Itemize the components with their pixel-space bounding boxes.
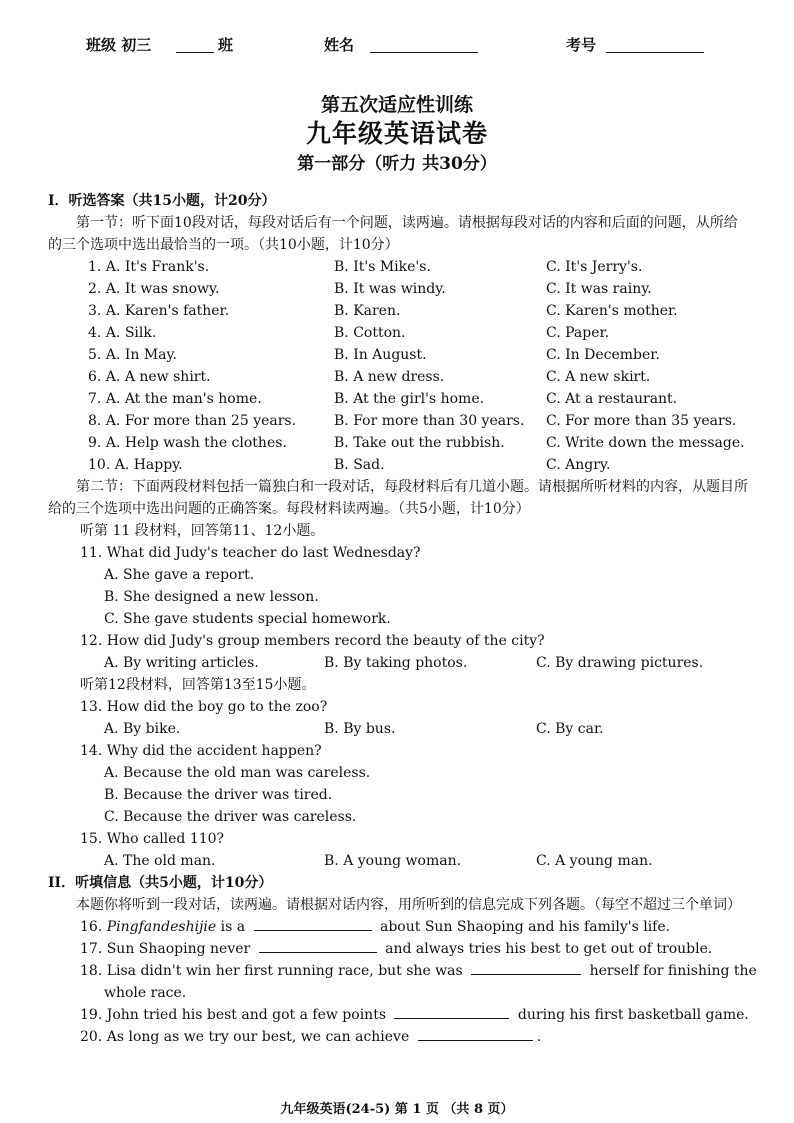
q16-pre: is a — [220, 919, 246, 935]
question-16 — [48, 916, 748, 938]
option-2b[interactable]: B. It was windy. — [334, 281, 446, 297]
question-14: 14. Why did the accident happen? — [80, 743, 322, 759]
class-blank[interactable] — [176, 52, 214, 53]
option-1c[interactable]: C. It's Jerry's. — [546, 259, 643, 275]
option-3a[interactable]: 3. A. Karen's father. — [88, 303, 230, 319]
option-4b[interactable]: B. Cotton. — [334, 325, 406, 341]
exam-content — [48, 190, 757, 1048]
option-1a[interactable]: 1. A. It's Frank's. — [88, 259, 210, 275]
option-15c[interactable]: C. A young man. — [536, 853, 653, 869]
option-14b[interactable]: B. Because the driver was tired. — [104, 787, 333, 803]
option-10c[interactable]: C. Angry. — [546, 457, 611, 473]
exam-no-blank[interactable] — [606, 52, 704, 53]
option-1b[interactable]: B. It's Mike's. — [334, 259, 431, 275]
option-15a[interactable]: A. The old man. — [104, 853, 216, 869]
option-12a[interactable]: A. By writing articles. — [104, 655, 259, 671]
option-13b[interactable]: B. By bus. — [324, 721, 396, 737]
question-row — [48, 388, 748, 410]
question-11: 11. What did Judy's teacher do last Wednesday? — [80, 545, 421, 561]
question-row — [48, 432, 748, 454]
q19-blank[interactable] — [394, 1004, 509, 1019]
question-12: 12. How did Judy's group members record the beauty of the city? — [80, 633, 545, 649]
question-row — [48, 300, 748, 322]
option-9b[interactable]: B. Take out the rubbish. — [334, 435, 505, 451]
option-8b[interactable]: B. For more than 30 years. — [334, 413, 525, 429]
q17-blank[interactable] — [259, 938, 377, 953]
option-2c[interactable]: C. It was rainy. — [546, 281, 652, 297]
q20-post: . — [536, 1029, 542, 1045]
exam-subtitle: 第五次适应性训练 — [320, 94, 473, 116]
option-3c[interactable]: C. Karen's mother. — [546, 303, 678, 319]
page-footer: 九年级英语(24-5) 第 1 页 （共 8 页） — [280, 1102, 514, 1117]
part-title: 第一部分（听力 共30分） — [297, 154, 497, 174]
option-6c[interactable]: C. A new skirt. — [546, 369, 651, 385]
option-4a[interactable]: 4. A. Silk. — [88, 325, 157, 341]
q20-blank[interactable] — [418, 1026, 533, 1041]
q18-blank[interactable] — [471, 960, 581, 975]
option-9c[interactable]: C. Write down the message. — [546, 435, 745, 451]
question-row — [48, 344, 748, 366]
option-12c[interactable]: C. By drawing pictures. — [536, 655, 704, 671]
question-row — [48, 410, 748, 432]
name-label: 姓名 — [324, 36, 355, 54]
section-1-heading: I．听选答案（共15小题，计20分） — [48, 193, 276, 209]
question-row — [48, 454, 748, 476]
question-19 — [48, 1004, 748, 1026]
option-7c[interactable]: C. At a restaurant. — [546, 391, 678, 407]
exam-title: 九年级英语试卷 — [305, 119, 488, 148]
q19-pre: 19. John tried his best and got a few points — [80, 1007, 387, 1023]
option-4c[interactable]: C. Paper. — [546, 325, 610, 341]
material-12-intro: 听第12段材料，回答第13至15小题。 — [80, 677, 316, 693]
q17-pre: 17. Sun Shaoping never — [80, 941, 251, 957]
q16-num: 16. — [80, 919, 103, 935]
option-7a[interactable]: 7. A. At the man's home. — [88, 391, 262, 407]
option-9a[interactable]: 9. A. Help wash the clothes. — [88, 435, 287, 451]
section-2-intro: 第二节：下面两段材料包括一篇独白和一段对话，每段材料后有几道小题。请根据所听材料的内容，从题目所给的三个选项中选出问题的正确答案。每段材料读两遍。（共5小题，计10分） — [48, 479, 748, 517]
section-1-intro: 第一节：听下面10段对话，每段对话后有一个问题，读两遍。请根据每段对话的内容和后面的问题，从所给的三个选项中选出最恰当的一项。（共10小题，计10分） — [48, 215, 738, 253]
question-row — [48, 366, 748, 388]
q18-pre: 18. Lisa didn't win her first running race, but she was — [80, 963, 463, 979]
exam-titles — [0, 93, 794, 177]
exam-no-label: 考号 — [566, 36, 597, 54]
option-8a[interactable]: 8. A. For more than 25 years. — [88, 413, 297, 429]
question-18 — [48, 960, 757, 982]
option-3b[interactable]: B. Karen. — [334, 303, 401, 319]
option-2a[interactable]: 2. A. It was snowy. — [88, 281, 220, 297]
option-6b[interactable]: B. A new dress. — [334, 369, 445, 385]
class-label: 班级 初三 — [86, 36, 152, 54]
name-blank[interactable] — [370, 52, 478, 53]
option-10b[interactable]: B. Sad. — [334, 457, 385, 473]
question-13: 13. How did the boy go to the zoo? — [80, 699, 328, 715]
option-11b[interactable]: B. She designed a new lesson. — [104, 589, 319, 605]
question-row — [48, 322, 748, 344]
option-15b[interactable]: B. A young woman. — [324, 853, 462, 869]
option-8c[interactable]: C. For more than 35 years. — [546, 413, 737, 429]
option-5b[interactable]: B. In August. — [334, 347, 427, 363]
option-13c[interactable]: C. By car. — [536, 721, 604, 737]
q16-post: about Sun Shaoping and his family's life. — [380, 919, 671, 935]
option-7b[interactable]: B. At the girl's home. — [334, 391, 485, 407]
option-5a[interactable]: 5. A. In May. — [88, 347, 177, 363]
question-list-1-10 — [48, 256, 748, 476]
section-2b-intro: 本题你将听到一段对话，读两遍。请根据对话内容，用所听到的信息完成下列各题。（每空不超过三个单词） — [76, 897, 741, 913]
section-2-heading: II．听填信息（共5小题，计10分） — [48, 875, 273, 891]
q16-blank[interactable] — [254, 916, 372, 931]
q16-title: Pingfandeshijie — [106, 919, 217, 935]
material-11-intro: 听第 11 段材料，回答第11、12小题。 — [80, 523, 325, 539]
question-12-options — [48, 652, 748, 674]
q18-post: herself for finishing the — [589, 963, 757, 979]
question-17 — [48, 938, 748, 960]
question-15-options — [48, 850, 748, 872]
option-13a[interactable]: A. By bike. — [104, 721, 181, 737]
exam-header — [86, 34, 708, 58]
question-row — [48, 278, 748, 300]
q20-pre: 20. As long as we try our best, we can achieve — [80, 1029, 410, 1045]
q19-post: during his first basketball game. — [517, 1007, 749, 1023]
q18-continuation: whole race. — [104, 985, 187, 1001]
option-11c[interactable]: C. She gave students special homework. — [104, 611, 391, 627]
option-11a[interactable]: A. She gave a report. — [104, 567, 255, 583]
question-13-options — [48, 718, 748, 740]
question-20 — [48, 1026, 748, 1048]
question-row — [48, 256, 748, 278]
option-6a[interactable]: 6. A. A new shirt. — [88, 369, 211, 385]
question-15: 15. Who called 110? — [80, 831, 225, 847]
option-14a[interactable]: A. Because the old man was careless. — [104, 765, 371, 781]
q17-post: and always tries his best to get out of trouble. — [385, 941, 713, 957]
option-5c[interactable]: C. In December. — [546, 347, 660, 363]
class-suffix: 班 — [218, 36, 234, 54]
option-10a[interactable]: 10. A. Happy. — [88, 457, 183, 473]
option-14c[interactable]: C. Because the driver was careless. — [104, 809, 357, 825]
option-12b[interactable]: B. By taking photos. — [324, 655, 468, 671]
